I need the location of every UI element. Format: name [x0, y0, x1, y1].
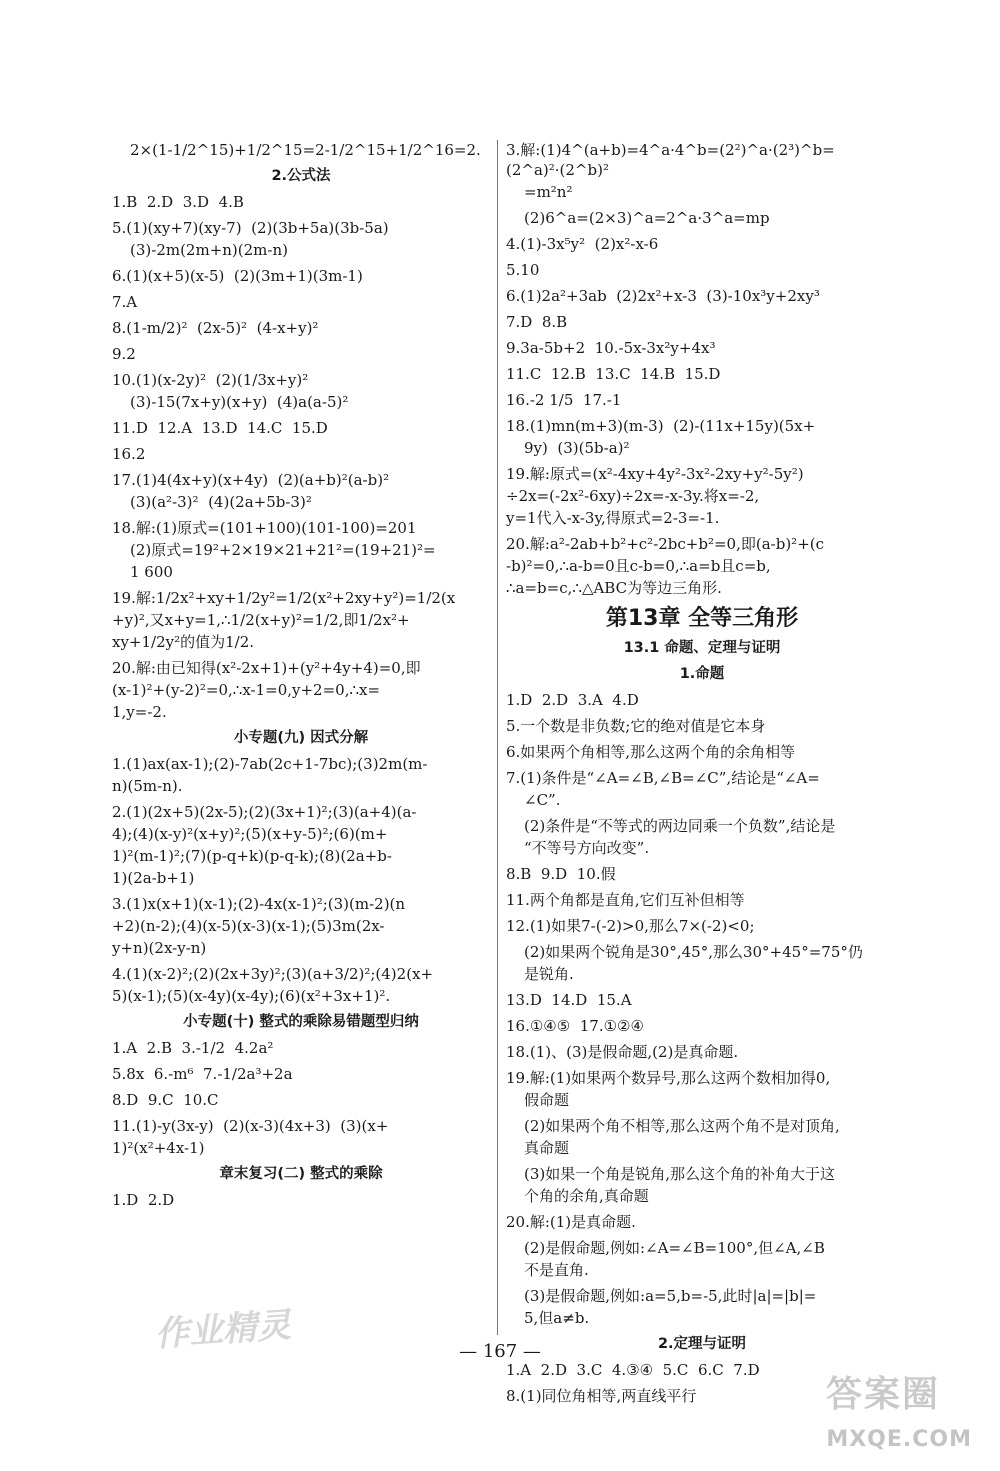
answer-line: (2)条件是“不等式的两边同乘一个负数”,结论是: [524, 817, 836, 835]
section-heading: 小专题(九) 因式分解: [233, 730, 369, 746]
answer-line: 3.解:(1)4^(a+b)=4^a·4^b=(2²)^a·(2³)^b=(2^a)²·(2^b)²: [506, 141, 835, 179]
answer-line: 1)²(m-1)²;(7)(p-q+k)(p-q-k);(8)(2a+b-: [112, 847, 392, 865]
answer-line: 7.(1)条件是“∠A=∠B,∠B=∠C”,结论是“∠A=: [506, 769, 820, 787]
answer-line: ∠C”.: [524, 791, 561, 809]
answer-line: “不等号方向改变”.: [524, 839, 650, 857]
answer-line: 5.8x 6.-m⁶ 7.-1/2a³+2a: [112, 1065, 293, 1083]
answer-line: 4);(4)(x-y)²(x+y)²;(5)(x+y-5)²;(6)(m+: [112, 825, 388, 843]
answer-line: 1.A 2.B 3.-1/2 4.2a²: [112, 1039, 274, 1057]
answer-line: 假命题: [524, 1091, 570, 1109]
answer-line: 18.(1)mn(m+3)(m-3) (2)-(11x+15y)(5x+: [506, 417, 816, 435]
answer-line: 不是直角.: [524, 1261, 589, 1279]
answer-line: (3)是假命题,例如:a=5,b=-5,此时|a|=|b|=: [524, 1287, 817, 1305]
answer-line: +2)(n-2);(4)(x-5)(x-3)(x-1);(5)3m(2x-: [112, 917, 385, 935]
answer-line: 19.解:1/2x²+xy+1/2y²=1/2(x²+2xy+y²)=1/2(x: [112, 589, 456, 607]
answer-line: (x-1)²+(y-2)²=0,∴x-1=0,y+2=0,∴x=: [112, 681, 381, 699]
answer-line: 8.(1-m/2)² (2x-5)² (4-x+y)²: [112, 319, 319, 337]
answer-line: (3)(a²-3)² (4)(2a+5b-3)²: [130, 493, 312, 511]
answer-line: 2.(1)(2x+5)(2x-5);(2)(3x+1)²;(3)(a+4)(a-: [112, 803, 417, 821]
answer-line: +y)²,又x+y=1,∴1/2(x+y)²=1/2,即1/2x²+: [112, 611, 410, 629]
section-heading: 2.公式法: [271, 168, 331, 184]
answer-line: 1.A 2.D 3.C 4.③④ 5.C 6.C 7.D: [506, 1361, 760, 1379]
answer-line: 5.(1)(xy+7)(xy-7) (2)(3b+5a)(3b-5a): [112, 219, 389, 237]
column-divider: [497, 140, 498, 1335]
right-column: [506, 140, 898, 1412]
answer-line: 9.2: [112, 345, 136, 363]
watermark-logo: 答案圈: [825, 1374, 940, 1415]
answer-line: 1.B 2.D 3.D 4.B: [112, 193, 244, 211]
answer-line: (3)-2m(2m+n)(2m-n): [130, 241, 288, 259]
watermark-left: 作业精灵: [153, 1305, 293, 1355]
answer-line: ∴a=b=c,∴△ABC为等边三角形.: [506, 579, 722, 597]
answer-line: 5,但a≠b.: [524, 1309, 590, 1327]
answer-line: 1.D 2.D: [112, 1191, 175, 1209]
answer-line: (2)原式=19²+2×19×21+21²=(19+21)²=: [130, 541, 436, 559]
answer-line: =m²n²: [524, 183, 573, 201]
answer-line: 8.D 9.C 10.C: [112, 1091, 219, 1109]
answer-line: (3)-15(7x+y)(x+y) (4)a(a-5)²: [130, 393, 349, 411]
section-heading: 13.1 命题、定理与证明: [623, 640, 781, 656]
answer-line: 16.-2 1/5 17.-1: [506, 391, 622, 409]
answer-line: 5.10: [506, 261, 540, 279]
answer-line: 1.D 2.D 3.A 4.D: [506, 691, 639, 709]
answer-line: 6.(1)(x+5)(x-5) (2)(3m+1)(3m-1): [112, 267, 363, 285]
section-heading: 章末复习(二) 整式的乘除: [219, 1166, 383, 1182]
answer-line: 1.(1)ax(ax-1);(2)-7ab(2c+1-7bc);(3)2m(m-: [112, 755, 428, 773]
answer-line: 9.3a-5b+2 10.-5x-3x²y+4x³: [506, 339, 716, 357]
answer-line: 1)(2a-b+1): [112, 869, 195, 887]
answer-line: 16.2: [112, 445, 146, 463]
left-column: [112, 140, 490, 1216]
chapter-title: 第13章 全等三角形: [605, 606, 799, 631]
answer-line: (2)6^a=(2×3)^a=2^a·3^a=mp: [524, 209, 770, 227]
answer-line: 20.解:(1)是真命题.: [506, 1213, 636, 1231]
answer-line: (2)是假命题,例如:∠A=∠B=100°,但∠A,∠B: [524, 1239, 825, 1257]
answer-line: 11.(1)-y(3x-y) (2)(x-3)(4x+3) (3)(x+: [112, 1117, 389, 1135]
answer-line: 17.(1)4(4x+y)(x+4y) (2)(a+b)²(a-b)²: [112, 471, 390, 489]
answer-line: y+n)(2x-y-n): [112, 939, 207, 957]
answer-line: 个角的余角,真命题: [524, 1187, 649, 1205]
answer-line: 是锐角.: [524, 965, 574, 983]
answer-line: 2×(1-1/2^15)+1/2^15=2-1/2^15+1/2^16=2.: [130, 141, 481, 159]
answer-line: 13.D 14.D 15.A: [506, 991, 632, 1009]
answer-line: 5.一个数是非负数;它的绝对值是它本身: [506, 717, 766, 735]
answer-line: 11.D 12.A 13.D 14.C 15.D: [112, 419, 328, 437]
answer-line: 8.(1)同位角相等,两直线平行: [506, 1387, 697, 1405]
answer-line: y=1代入-x-3y,得原式=2-3=-1.: [506, 509, 720, 527]
answer-line: 7.A: [112, 293, 138, 311]
answer-line: 18.解:(1)原式=(101+100)(101-100)=201: [112, 519, 417, 537]
answer-line: 20.解:由已知得(x²-2x+1)+(y²+4y+4)=0,即: [112, 659, 421, 677]
answer-line: (2)如果两个锐角是30°,45°,那么30°+45°=75°仍: [524, 943, 863, 961]
section-heading: 小专题(十) 整式的乘除易错题型归纳: [183, 1014, 419, 1030]
watermark-url: MXQE.COM: [826, 1427, 972, 1452]
answer-line: 1,y=-2.: [112, 703, 167, 721]
answer-line: 1)²(x²+4x-1): [112, 1139, 205, 1157]
answer-line: 6.(1)2a²+3ab (2)2x²+x-3 (3)-10x³y+2xy³: [506, 287, 820, 305]
answer-line: 8.B 9.D 10.假: [506, 865, 616, 883]
answer-line: (2)如果两个角不相等,那么这两个角不是对顶角,: [524, 1117, 840, 1135]
answer-line: 6.如果两个角相等,那么这两个角的余角相等: [506, 743, 796, 761]
answer-line: (3)如果一个角是锐角,那么这个角的补角大于这: [524, 1165, 836, 1183]
answer-line: 3.(1)x(x+1)(x-1);(2)-4x(x-1)²;(3)(m-2)(n: [112, 895, 406, 913]
answer-line: 10.(1)(x-2y)² (2)(1/3x+y)²: [112, 371, 309, 389]
section-heading: 1.命题: [679, 666, 725, 682]
answer-line: 19.解:(1)如果两个数异号,那么这两个数相加得0,: [506, 1069, 831, 1087]
answer-line: ÷2x=(-2x²-6xy)÷2x=-x-3y.将x=-2,: [506, 487, 760, 505]
answer-line: 1 600: [130, 563, 173, 581]
answer-line: 12.(1)如果7-(-2)>0,那么7×(-2)<0;: [506, 917, 755, 935]
answer-line: 16.①④⑤ 17.①②④: [506, 1017, 644, 1035]
answer-line: 4.(1)-3x⁵y² (2)x²-x-6: [506, 235, 659, 253]
section-heading: 2.定理与证明: [657, 1336, 747, 1352]
answer-line: 18.(1)、(3)是假命题,(2)是真命题.: [506, 1043, 739, 1061]
answer-line: n)(5m-n).: [112, 777, 183, 795]
answer-line: -b)²=0,∴a-b=0且c-b=0,∴a=b且c=b,: [506, 557, 771, 575]
answer-line: 7.D 8.B: [506, 313, 568, 331]
page-number: — 167 —: [459, 1341, 541, 1362]
answer-line: 11.C 12.B 13.C 14.B 15.D: [506, 365, 721, 383]
answer-line: xy+1/2y²的值为1/2.: [112, 633, 255, 651]
answer-line: 20.解:a²-2ab+b²+c²-2bc+b²=0,即(a-b)²+(c: [506, 535, 825, 553]
answer-line: 4.(1)(x-2)²;(2)(2x+3y)²;(3)(a+3/2)²;(4)2(x+: [112, 965, 434, 983]
answer-line: 真命题: [524, 1139, 570, 1157]
answer-line: 9y) (3)(5b-a)²: [524, 439, 630, 457]
answer-line: 5)(x-1);(5)(x-4y)(x-4y);(6)(x²+3x+1)².: [112, 987, 391, 1005]
answer-line: 19.解:原式=(x²-4xy+4y²-3x²-2xy+y²-5y²): [506, 465, 804, 483]
answer-line: 11.两个角都是直角,它们互补但相等: [506, 891, 745, 909]
